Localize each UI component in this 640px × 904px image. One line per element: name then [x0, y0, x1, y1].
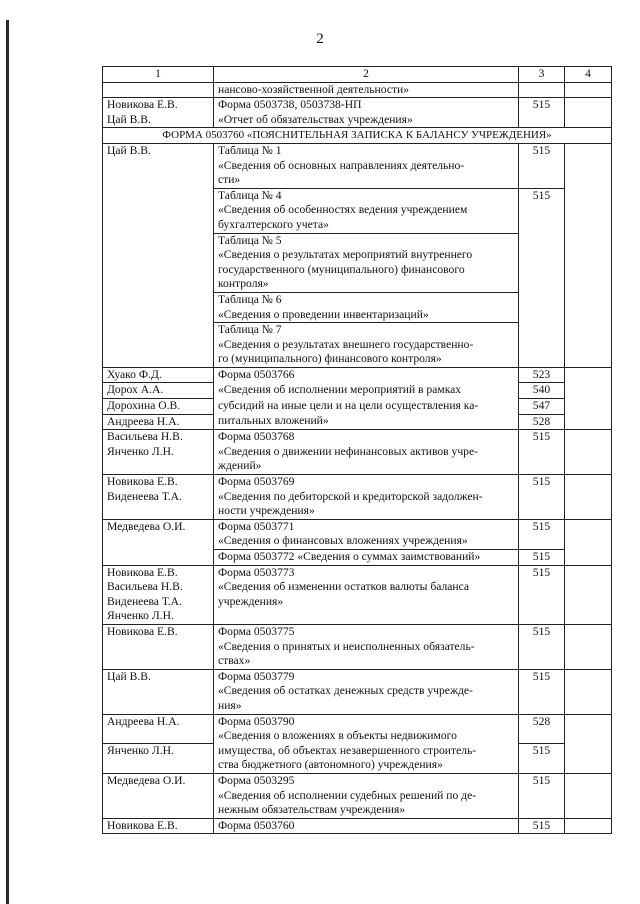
table-row [103, 714, 612, 744]
code-cell: 515 [519, 744, 565, 774]
responsibility-table [102, 66, 612, 834]
responsible-name: Медведева О.И. [103, 519, 214, 565]
table-row [103, 82, 612, 98]
table-row [103, 475, 612, 520]
code-cell: 515 [519, 818, 565, 834]
column-header: 2 [214, 67, 519, 83]
empty-cell [565, 475, 612, 520]
form-description: Таблица № 4 «Сведения об особенностях ведения учреждением бухгалтерского учета» [214, 188, 519, 233]
section-heading-row [103, 128, 612, 144]
table-row [103, 367, 612, 383]
table-row [103, 818, 612, 834]
form-description: нансово-хозяйственной деятельности» [214, 82, 519, 98]
form-description: Форма 0503738, 0503738-НП «Отчет об обязательствах учреждения» [214, 98, 519, 128]
form-description: Форма 0503771 «Сведения о финансовых вложениях учреждения» [214, 519, 519, 549]
empty-cell [565, 714, 612, 773]
table-row [103, 624, 612, 669]
responsible-name: Дорохина О.В. [103, 399, 214, 415]
empty-cell [565, 818, 612, 834]
table-row [103, 565, 612, 624]
code-cell: 523 [519, 367, 565, 383]
code-cell: 515 [519, 519, 565, 549]
column-header: 1 [103, 67, 214, 83]
responsible-name: Новикова Е.В. [103, 624, 214, 669]
responsible-name: Андреева Н.А. [103, 414, 214, 430]
responsible-name: Цай В.В. [103, 143, 214, 367]
table-row [103, 744, 612, 774]
code-cell: 547 [519, 399, 565, 415]
form-description: Таблица № 5 «Сведения о результатах мероприятий внутреннего государственного (муниципального) финансового контроля» [214, 233, 519, 292]
section-heading: ФОРМА 0503760 «ПОЯСНИТЕЛЬНАЯ ЗАПИСКА К БАЛАНСУ УЧРЕЖДЕНИЯ» [103, 128, 612, 144]
code-cell: 515 [519, 565, 565, 624]
form-description: Форма 0503772 «Сведения о суммах заимствований» [214, 550, 519, 566]
form-description: Форма 0503760 [214, 818, 519, 834]
responsible-name: Хуако Ф.Д. [103, 367, 214, 383]
form-description: Таблица № 7 «Сведения о результатах внешнего государственно- го (муниципального) финансового контроля» [214, 323, 519, 368]
empty-cell [565, 773, 612, 818]
empty-cell [565, 669, 612, 714]
code-cell: 528 [519, 414, 565, 430]
table-header-row [103, 67, 612, 83]
empty-cell [565, 367, 612, 429]
responsible-name: Новикова Е.В. Васильева Н.В. Виденеева Т.А. Янченко Л.Н. [103, 565, 214, 624]
responsible-name: Новикова Е.В. [103, 818, 214, 834]
form-description: Форма 0503773 «Сведения об изменении остатков валюты баланса учреждения» [214, 565, 519, 624]
column-header: 4 [565, 67, 612, 83]
form-description: Форма 0503790 «Сведения о вложениях в объекты недвижимого [214, 714, 519, 744]
table-row [103, 383, 612, 399]
responsible-name: Васильева Н.В. Янченко Л.Н. [103, 430, 214, 475]
responsible-name: Новикова Е.В. Виденеева Т.А. [103, 475, 214, 520]
code-cell: 515 [519, 143, 565, 188]
code-cell: 515 [519, 188, 565, 367]
page-number: 2 [316, 31, 324, 47]
form-description: Форма 0503779 «Сведения об остатках денежных средств учрежде- ния» [214, 669, 519, 714]
code-cell: 540 [519, 383, 565, 399]
code-cell: 515 [519, 624, 565, 669]
responsible-name: Андреева Н.А. [103, 714, 214, 744]
code-cell: 515 [519, 669, 565, 714]
code-cell: 515 [519, 773, 565, 818]
empty-cell [565, 519, 612, 565]
form-description: Таблица № 6 «Сведения о проведении инвентаризаций» [214, 292, 519, 322]
empty-cell [565, 430, 612, 475]
table-row [103, 669, 612, 714]
form-description: «Сведения об исполнении мероприятий в рамках [214, 383, 519, 399]
form-description: Форма 0503295 «Сведения об исполнении судебных решений по де- нежным обязательствам учреждения» [214, 773, 519, 818]
empty-cell [565, 565, 612, 624]
responsible-name: Янченко Л.Н. [103, 744, 214, 774]
table-row [103, 98, 612, 128]
form-description: Таблица № 1 «Сведения об основных направлениях деятельно- сти» [214, 143, 519, 188]
code-cell [519, 82, 565, 98]
form-description: Форма 0503775 «Сведения о принятых и неисполненных обязатель- ствах» [214, 624, 519, 669]
responsible-name [103, 82, 214, 98]
empty-cell [565, 98, 612, 128]
form-description: имущества, об объектах незавершенного строитель- ства бюджетного (автономного) учреждения» [214, 744, 519, 774]
table-row [103, 414, 612, 430]
table-row [103, 519, 612, 549]
code-cell: 528 [519, 714, 565, 744]
column-header: 3 [519, 67, 565, 83]
table-row [103, 143, 612, 188]
table-row [103, 399, 612, 415]
responsible-name: Новикова Е.В. Цай В.В. [103, 98, 214, 128]
empty-cell [565, 624, 612, 669]
scan-edge-line [6, 20, 9, 904]
empty-cell [565, 82, 612, 98]
code-cell: 515 [519, 550, 565, 566]
empty-cell [565, 143, 612, 367]
table-row [103, 430, 612, 475]
form-description: Форма 0503766 [214, 367, 519, 383]
form-description: субсидий на иные цели и на цели осуществления ка- [214, 399, 519, 415]
table-row [103, 773, 612, 818]
code-cell: 515 [519, 475, 565, 520]
code-cell: 515 [519, 430, 565, 475]
code-cell: 515 [519, 98, 565, 128]
form-description: питальных вложений» [214, 414, 519, 430]
responsible-name: Цай В.В. [103, 669, 214, 714]
form-description: Форма 0503769 «Сведения по дебиторской и кредиторской задолжен- ности учреждения» [214, 475, 519, 520]
form-description: Форма 0503768 «Сведения о движении нефинансовых активов учре- ждений» [214, 430, 519, 475]
responsible-name: Медведева О.И. [103, 773, 214, 818]
responsible-name: Дорох А.А. [103, 383, 214, 399]
